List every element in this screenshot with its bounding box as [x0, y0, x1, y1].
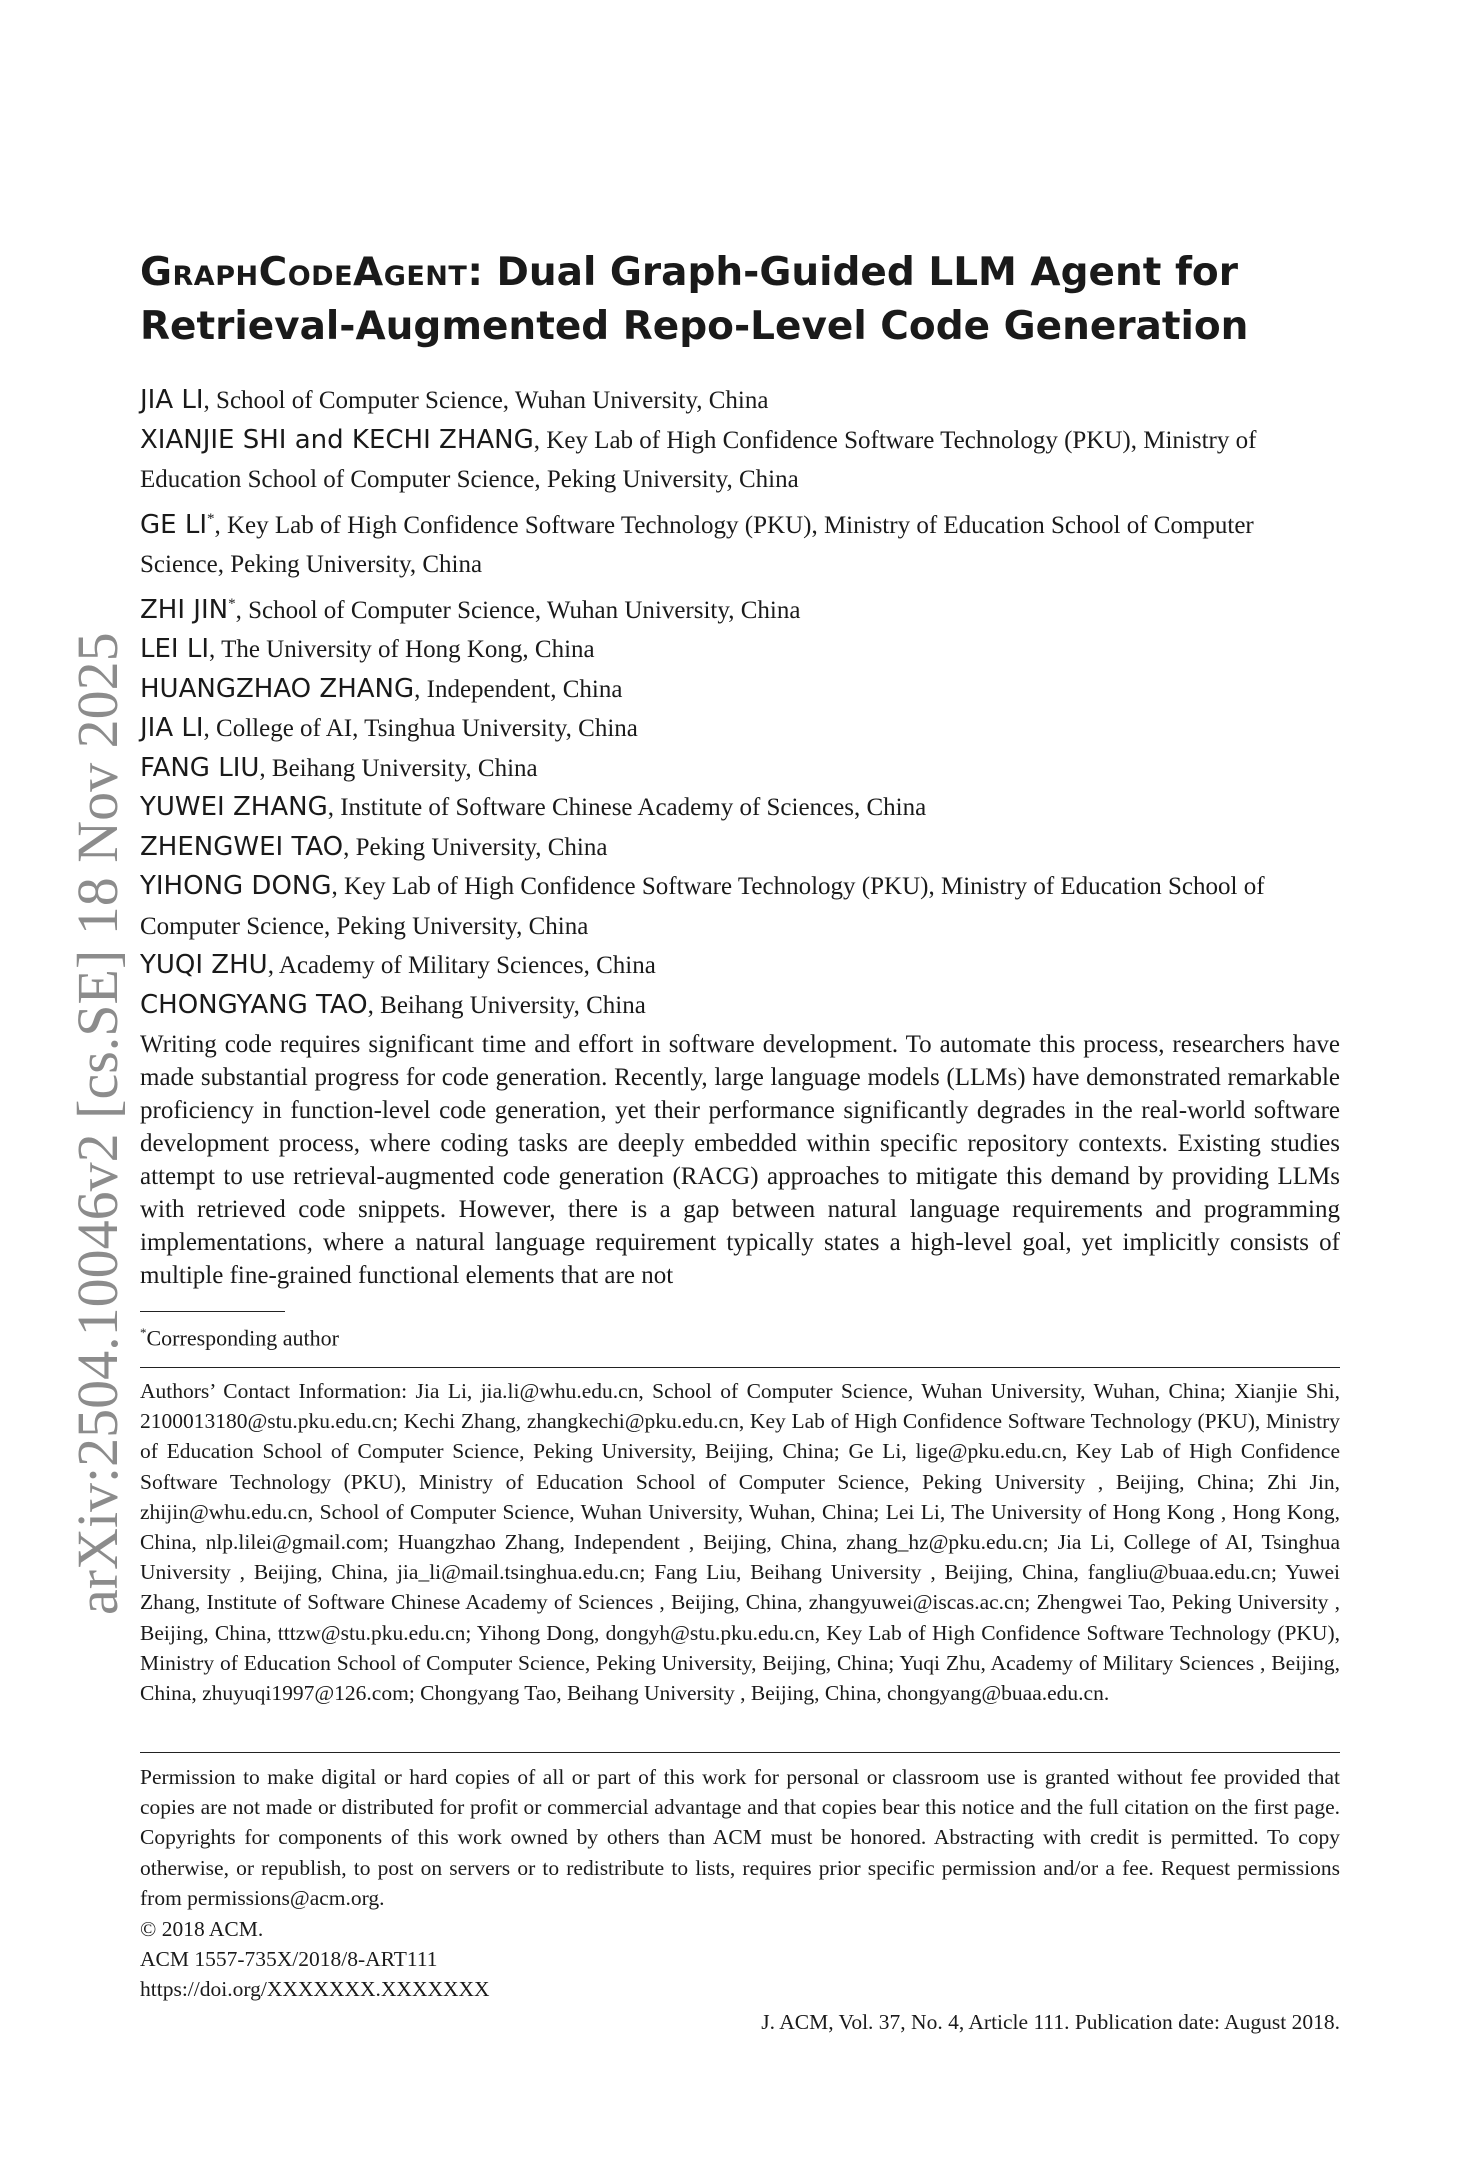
author-name: ZHENGWEI TAO — [140, 831, 344, 862]
author-name: LEI LI — [140, 634, 209, 664]
author-entry: GE LI*, Key Lab of High Confidence Software Technology (PKU), Ministry of Education School of Computer Science, Peking University, China — [140, 509, 1254, 578]
author-name: XIANJIE SHI and KECHI ZHANG — [140, 424, 534, 455]
author-name: YUQI ZHU — [140, 950, 268, 980]
author-affiliation: The University of Hong Kong, China — [221, 636, 595, 663]
title-line2: Retrieval-Augmented Repo-Level Code Generation — [140, 304, 1249, 349]
corresponding-mark: * — [228, 595, 236, 612]
author-name: YUWEI ZHANG — [140, 792, 328, 822]
corresponding-footnote — [140, 1318, 339, 1353]
author-affiliation: Academy of Military Sciences, China — [278, 952, 656, 979]
permission-notice: Permission to make digital or hard copies of all or part of this work for personal or classroom use is granted without fee provided that copies are not made or distributed for profit or commercial advantage and that copies bear this notice and the full citation on the first page. Copyrights for components of this work owned by others than ACM must be honored. Abstracting with credit is permitted. To copy otherwise, or republish, to post on servers or to redistribute to lists, requires prior specific permission and/or a fee. Request permissions from permissions@acm.org. — [140, 1765, 1340, 1910]
contact-divider — [140, 1367, 1340, 1368]
author-affiliation: Beihang University, China — [380, 991, 646, 1019]
author-affiliation: Key Lab of High Confidence Software Technology (PKU), Ministry of Education School of Computer Science, Peking University, China — [140, 873, 1265, 940]
author-affiliation: School of Computer Science, Wuhan University, China — [248, 596, 801, 624]
author-affiliation: Key Lab of High Confidence Software Technology (PKU), Ministry of Education School of Computer Science, Peking University, China — [140, 426, 1257, 493]
author-name: YIHONG DONG — [140, 871, 332, 901]
author-affiliation: Institute of Software Chinese Academy of Sciences, China — [340, 794, 927, 821]
arxiv-stamp: arXiv:2504.10046v2 [cs.SE] 18 Nov 2025 — [65, 632, 130, 1615]
author-entry: HUANGZHAO ZHANG, Independent, China — [140, 673, 623, 704]
author-entry: ZHENGWEI TAO, Peking University, China — [140, 831, 608, 862]
author-name: JIA LI — [140, 385, 204, 415]
abstract: Writing code requires significant time and effort in software development. To automate this process, researchers have made substantial progress for code generation. Recently, large language models (LLMs) have demonstrated remarkable proficiency in function-level code generation, yet their performance significantly degrades in the real-world software development process, where coding tasks are deeply embedded within specific repository contexts. Existing studies attempt to use retrieval-augmented code generation (RACG) approaches to mitigate this demand by providing LLMs with retrieved code snippets. However, there is a gap between natural language requirements and programming implementations, where a natural language requirement typically states a high-level goal, yet implicitly consists of multiple fine-grained functional elements that are not — [140, 1031, 1340, 1289]
title-line1: : Dual Graph-Guided LLM Agent for — [467, 250, 1238, 295]
author-entry: XIANJIE SHI and KECHI ZHANG, Key Lab of High Confidence Software Technology (PKU), Ministry of Education School of Computer Science, Peking University, China — [140, 424, 1257, 493]
author-name: ZHI JIN — [140, 594, 229, 625]
contact-information: Authors’ Contact Information: Jia Li, jia.li@whu.edu.cn, School of Computer Science, Wuhan University, Wuhan, China; Xianjie Shi, 2100013180@stu.pku.edu.cn; Kechi Zhang, zhangkechi@pku.edu.cn, Key Lab of High Confidence Software Technology (PKU), Ministry of Education School of Computer Science, Peking University, Beijing, China; Ge Li, lige@pku.edu.cn, Key Lab of High Confidence Software Technology (PKU), Ministry of Education School of Computer Science, Peking University , Beijing, China; Zhi Jin, zhijin@whu.edu.cn, School of Computer Science, Wuhan University, Wuhan, China; Lei Li, The University of Hong Kong , Hong Kong, China, nlp.lilei@gmail.com; Huangzhao Zhang, Independent , Beijing, China, zhang_hz@pku.edu.cn; Jia Li, College of AI, Tsinghua University , Beijing, China, jia_li@mail.tsinghua.edu.cn; Fang Liu, Beihang University , Beijing, China, fangliu@buaa.edu.cn; Yuwei Zhang, Institute of Software Chinese Academy of Sciences , Beijing, China, zhangyuwei@iscas.ac.cn; Zhengwei Tao, Peking University , Beijing, China, tttzw@stu.pku.edu.cn; Yihong Dong, dongyh@stu.pku.edu.cn, Key Lab of High Confidence Software Technology (PKU), Ministry of Education School of Computer Science, Peking University, Beijing, China; Yuqi Zhu, Academy of Military Sciences , Beijing, China, zhuyuqi1997@126.com; Chongyang Tao, Beihang University , Beijing, China, chongyang@buaa.edu.cn. — [140, 1379, 1340, 1706]
author-entry: YIHONG DONG, Key Lab of High Confidence Software Technology (PKU), Ministry of Education School of Computer Science, Peking University, China — [140, 871, 1265, 940]
journal-footer: J. ACM, Vol. 37, No. 4, Article 111. Publication date: August 2018. — [761, 2010, 1340, 2034]
corresponding-mark: * — [207, 510, 215, 527]
permission-divider — [140, 1752, 1340, 1753]
author-entry: CHONGYANG TAO, Beihang University, China — [140, 989, 646, 1020]
author-affiliation: Peking University, China — [355, 833, 608, 861]
author-affiliation: School of Computer Science, Wuhan University, China — [216, 387, 769, 414]
author-affiliation: Beihang University, China — [271, 754, 538, 782]
author-entry: YUQI ZHU, Academy of Military Sciences, China — [140, 950, 656, 980]
author-entry: LEI LI, The University of Hong Kong, China — [140, 634, 595, 664]
author-name: HUANGZHAO ZHANG — [140, 673, 415, 704]
footnote-mark: * — [140, 1325, 147, 1340]
author-affiliation: College of AI, Tsinghua University, China — [216, 715, 638, 742]
author-name: JIA LI — [140, 713, 204, 743]
author-entry: JIA LI, College of AI, Tsinghua University, China — [140, 713, 638, 743]
author-affiliation: Key Lab of High Confidence Software Technology (PKU), Ministry of Education School of Computer Science, Peking University, China — [140, 511, 1254, 578]
author-entry: JIA LI, School of Computer Science, Wuhan University, China — [140, 385, 769, 415]
author-entry: YUWEI ZHANG, Institute of Software Chinese Academy of Sciences, China — [140, 792, 927, 822]
author-affiliation: Independent, China — [426, 675, 623, 703]
author-list — [140, 381, 1340, 1025]
author-name: GE LI — [140, 509, 207, 540]
copyright-line: © 2018 ACM. — [140, 1917, 264, 1941]
doi-link[interactable]: https://doi.org/XXXXXXX.XXXXXXX — [140, 1977, 490, 2001]
title-smallcaps: GraphCodeAgent — [140, 250, 468, 295]
author-name: CHONGYANG TAO — [140, 989, 368, 1020]
paper-title — [140, 246, 1340, 354]
acm-number: ACM 1557-735X/2018/8-ART111 — [140, 1947, 438, 1971]
author-entry: ZHI JIN*, School of Computer Science, Wuhan University, China — [140, 594, 801, 625]
author-name: FANG LIU — [140, 752, 260, 783]
footnote-divider — [140, 1311, 285, 1312]
author-entry: FANG LIU, Beihang University, China — [140, 752, 538, 783]
footnote-text: Corresponding author — [146, 1325, 339, 1351]
